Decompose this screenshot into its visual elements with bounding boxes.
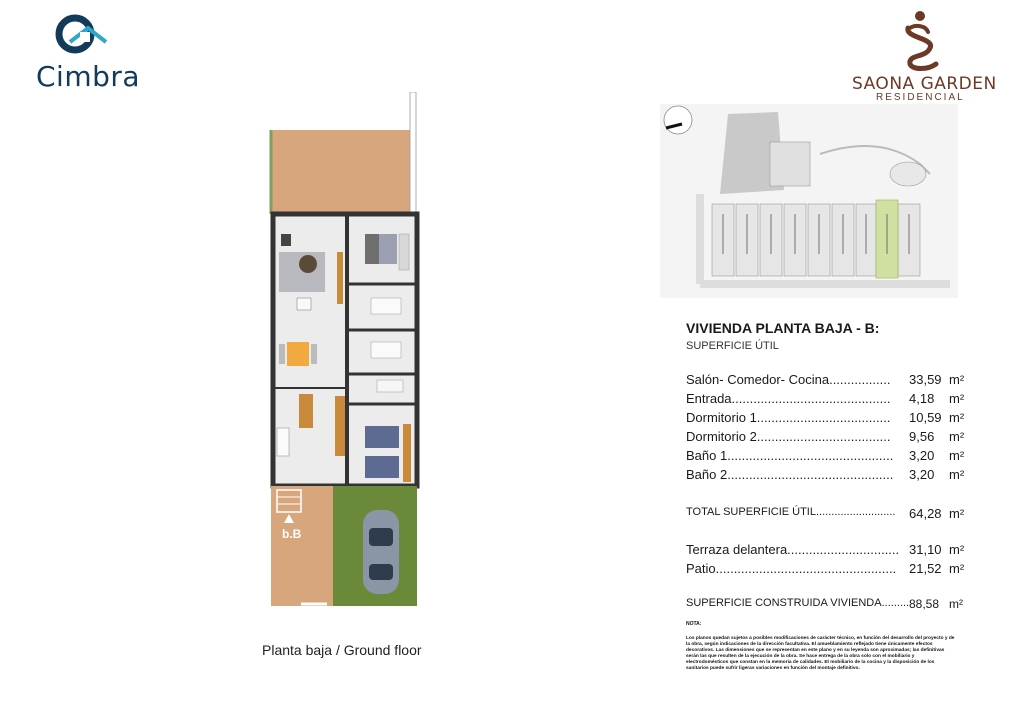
cimbra-wordmark: Cimbra xyxy=(36,60,141,93)
north-indicator xyxy=(664,106,692,134)
room-row: Entrada............................................ 4,18 m² xyxy=(686,391,965,406)
outdoor-row: Patio.................................................. 21,52 m² xyxy=(686,561,965,576)
saona-garden-title: SAONA GARDEN xyxy=(852,74,997,94)
bath-2 xyxy=(371,342,401,358)
plan-caption: Planta baja / Ground floor xyxy=(262,642,422,658)
room-row: Baño 1.............................................. 3,20 m² xyxy=(686,448,965,463)
car xyxy=(363,510,399,594)
kitchen-counter xyxy=(299,394,313,428)
dining-table xyxy=(287,342,309,366)
ground-floor-plan xyxy=(265,92,425,612)
room-row: Salón- Comedor- Cocina................. 33,59 m² xyxy=(686,372,965,387)
bath-1 xyxy=(371,298,401,314)
saona-garden-subtitle: RESIDENCIAL xyxy=(876,92,965,103)
site-location-map xyxy=(660,104,958,298)
coffee-table xyxy=(299,255,317,273)
built-area-row: SUPERFICIE CONSTRUIDA VIVIENDA......... 88,58 m² xyxy=(686,597,963,611)
bed-2b xyxy=(365,456,399,478)
room-row: Dormitorio 1..................................... 10,59 m² xyxy=(686,410,965,425)
room-row: Dormitorio 2..................................... 9,56 m² xyxy=(686,429,965,444)
sideboard xyxy=(337,252,343,304)
front-terrace xyxy=(271,130,413,214)
room-row: Baño 2.............................................. 3,20 m² xyxy=(686,467,965,482)
note-text: Los planos quedan sujetos a posibles modificaciones de carácter técnico, en función del desarrollo del proyecto y de la obra, según indicaciones de la dirección facultativa. El amueblamiento reflejado tiene únicamente efectos decorativos. Las dimensiones que se representan en este plano y en su leyenda son aproximadas; las definitivas serán las que resulten de la ejecución de la obra. Se hace entrega de la obra solo con el mobiliario y electrodomésticos que constan en la memoria de calidades. El mobiliario de la cocina y la disposición de los sanitarios puede sufrir ligeras variaciones en función del montaje definitivo. xyxy=(686,636,955,671)
unit-subtitle: SUPERFICIE ÚTIL xyxy=(686,340,779,352)
unit-title: VIVIENDA PLANTA BAJA - B: xyxy=(686,320,880,336)
total-useful-area-row: TOTAL SUPERFICIE ÚTIL.......................... 64,28 m² xyxy=(686,506,965,521)
stair-label: b.B xyxy=(282,527,302,541)
bed-2a xyxy=(365,426,399,448)
outdoor-row: Terraza delantera............................... 31,10 m² xyxy=(686,542,965,557)
note-title: NOTA: xyxy=(686,621,702,627)
